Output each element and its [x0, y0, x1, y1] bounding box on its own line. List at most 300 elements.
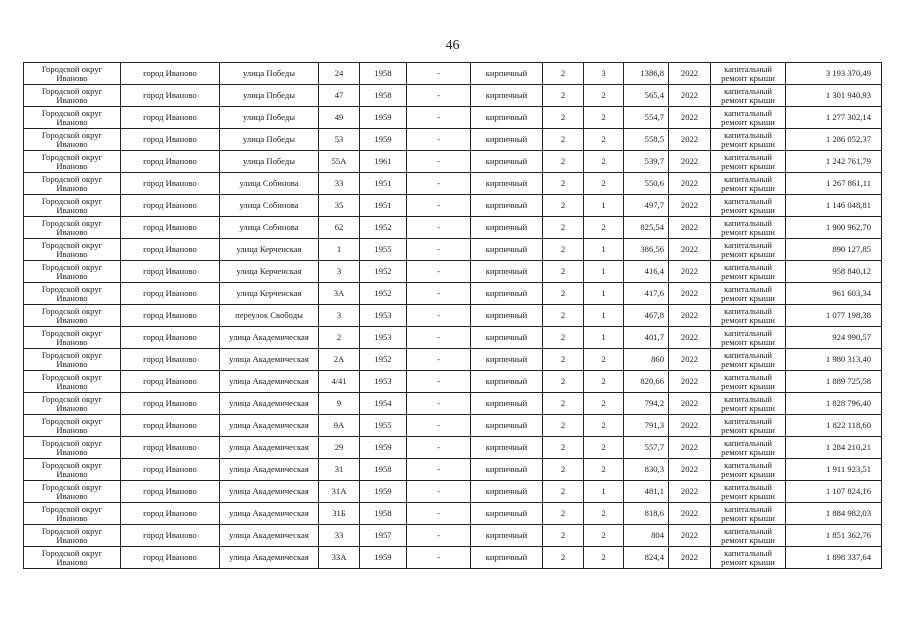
table-row [24, 415, 882, 437]
planned-year-cell: 2022 [669, 217, 711, 239]
municipality-cell: Городской округ Иваново [24, 283, 121, 305]
work-type-cell: капитальный ремонт крыши [711, 327, 786, 349]
street-cell: улица Академическая [220, 481, 319, 503]
settlement-cell: город Иваново [121, 261, 220, 283]
street-cell: улица Собинова [220, 217, 319, 239]
house-number-cell: 1 [319, 239, 360, 261]
floors-cell: 2 [543, 63, 584, 85]
street-cell: улица Победы [220, 151, 319, 173]
street-cell: улица Академическая [220, 525, 319, 547]
wall-material-cell: кирпичный [471, 283, 543, 305]
cost-cell: 958 840,12 [786, 261, 882, 283]
entrances-cell: 2 [584, 415, 624, 437]
work-type-cell: капитальный ремонт крыши [711, 173, 786, 195]
planned-year-cell: 2022 [669, 393, 711, 415]
work-type-cell: капитальный ремонт крыши [711, 217, 786, 239]
entrances-cell: 1 [584, 305, 624, 327]
municipality-cell: Городской округ Иваново [24, 85, 121, 107]
table-row [24, 173, 882, 195]
work-type-cell: капитальный ремонт крыши [711, 151, 786, 173]
entrances-cell: 2 [584, 525, 624, 547]
municipality-cell: Городской округ Иваново [24, 327, 121, 349]
cost-cell: 1 146 048,81 [786, 195, 882, 217]
settlement-cell: город Иваново [121, 349, 220, 371]
floors-cell: 2 [543, 129, 584, 151]
municipality-cell: Городской округ Иваново [24, 393, 121, 415]
renovation-year-cell: - [407, 107, 471, 129]
entrances-cell: 2 [584, 349, 624, 371]
table-row [24, 459, 882, 481]
cost-cell: 1 980 313,40 [786, 349, 882, 371]
area-cell: 794,2 [624, 393, 669, 415]
year-built-cell: 1958 [360, 503, 407, 525]
wall-material-cell: кирпичный [471, 151, 543, 173]
work-type-cell: капитальный ремонт крыши [711, 239, 786, 261]
area-cell: 818,6 [624, 503, 669, 525]
settlement-cell: город Иваново [121, 459, 220, 481]
floors-cell: 2 [543, 481, 584, 503]
planned-year-cell: 2022 [669, 107, 711, 129]
area-cell: 554,7 [624, 107, 669, 129]
house-number-cell: 3 [319, 261, 360, 283]
floors-cell: 2 [543, 217, 584, 239]
area-cell: 804 [624, 525, 669, 547]
table-row [24, 107, 882, 129]
wall-material-cell: кирпичный [471, 129, 543, 151]
year-built-cell: 1958 [360, 85, 407, 107]
year-built-cell: 1957 [360, 525, 407, 547]
cost-cell: 1 242 761,79 [786, 151, 882, 173]
planned-year-cell: 2022 [669, 239, 711, 261]
work-type-cell: капитальный ремонт крыши [711, 525, 786, 547]
work-type-cell: капитальный ремонт крыши [711, 371, 786, 393]
area-cell: 825,54 [624, 217, 669, 239]
work-type-cell: капитальный ремонт крыши [711, 547, 786, 569]
year-built-cell: 1959 [360, 107, 407, 129]
renovation-year-cell: - [407, 305, 471, 327]
street-cell: улица Академическая [220, 327, 319, 349]
planned-year-cell: 2022 [669, 349, 711, 371]
year-built-cell: 1952 [360, 217, 407, 239]
entrances-cell: 2 [584, 459, 624, 481]
work-type-cell: капитальный ремонт крыши [711, 63, 786, 85]
floors-cell: 2 [543, 305, 584, 327]
wall-material-cell: кирпичный [471, 459, 543, 481]
cost-cell: 1 884 982,03 [786, 503, 882, 525]
page-number: 46 [445, 38, 460, 53]
municipality-cell: Городской округ Иваново [24, 239, 121, 261]
house-number-cell: 2А [319, 349, 360, 371]
renovation-year-cell: - [407, 261, 471, 283]
cost-cell: 3 193 370,49 [786, 63, 882, 85]
area-cell: 791,3 [624, 415, 669, 437]
planned-year-cell: 2022 [669, 437, 711, 459]
settlement-cell: город Иваново [121, 415, 220, 437]
cost-cell: 1 889 725,58 [786, 371, 882, 393]
house-number-cell: 31 [319, 459, 360, 481]
wall-material-cell: кирпичный [471, 547, 543, 569]
renovation-year-cell: - [407, 217, 471, 239]
work-type-cell: капитальный ремонт крыши [711, 503, 786, 525]
floors-cell: 2 [543, 261, 584, 283]
planned-year-cell: 2022 [669, 371, 711, 393]
floors-cell: 2 [543, 525, 584, 547]
year-built-cell: 1953 [360, 327, 407, 349]
planned-year-cell: 2022 [669, 151, 711, 173]
house-number-cell: 31Б [319, 503, 360, 525]
table-row [24, 305, 882, 327]
table-row [24, 503, 882, 525]
settlement-cell: город Иваново [121, 63, 220, 85]
cost-cell: 1 851 362,76 [786, 525, 882, 547]
settlement-cell: город Иваново [121, 393, 220, 415]
entrances-cell: 2 [584, 129, 624, 151]
area-cell: 401,7 [624, 327, 669, 349]
wall-material-cell: кирпичный [471, 195, 543, 217]
house-number-cell: 3А [319, 283, 360, 305]
wall-material-cell: кирпичный [471, 239, 543, 261]
wall-material-cell: кирпичный [471, 393, 543, 415]
street-cell: улица Академическая [220, 547, 319, 569]
street-cell: улица Победы [220, 129, 319, 151]
planned-year-cell: 2022 [669, 63, 711, 85]
wall-material-cell: кирпичный [471, 481, 543, 503]
area-cell: 497,7 [624, 195, 669, 217]
work-type-cell: капитальный ремонт крыши [711, 349, 786, 371]
planned-year-cell: 2022 [669, 195, 711, 217]
work-type-cell: капитальный ремонт крыши [711, 107, 786, 129]
wall-material-cell: кирпичный [471, 525, 543, 547]
floors-cell: 2 [543, 547, 584, 569]
floors-cell: 2 [543, 393, 584, 415]
renovation-year-cell: - [407, 437, 471, 459]
work-type-cell: капитальный ремонт крыши [711, 283, 786, 305]
settlement-cell: город Иваново [121, 503, 220, 525]
house-number-cell: 47 [319, 85, 360, 107]
entrances-cell: 2 [584, 85, 624, 107]
area-cell: 565,4 [624, 85, 669, 107]
entrances-cell: 1 [584, 261, 624, 283]
floors-cell: 2 [543, 85, 584, 107]
floors-cell: 2 [543, 349, 584, 371]
cost-cell: 1 277 302,14 [786, 107, 882, 129]
entrances-cell: 2 [584, 107, 624, 129]
wall-material-cell: кирпичный [471, 305, 543, 327]
area-cell: 824,4 [624, 547, 669, 569]
planned-year-cell: 2022 [669, 283, 711, 305]
planned-year-cell: 2022 [669, 85, 711, 107]
cost-cell: 1 107 824,16 [786, 481, 882, 503]
cost-cell: 961 603,34 [786, 283, 882, 305]
floors-cell: 2 [543, 415, 584, 437]
settlement-cell: город Иваново [121, 327, 220, 349]
area-cell: 558,5 [624, 129, 669, 151]
wall-material-cell: кирпичный [471, 415, 543, 437]
floors-cell: 2 [543, 371, 584, 393]
table-row [24, 283, 882, 305]
work-type-cell: капитальный ремонт крыши [711, 305, 786, 327]
wall-material-cell: кирпичный [471, 503, 543, 525]
table-row [24, 393, 882, 415]
municipality-cell: Городской округ Иваново [24, 129, 121, 151]
municipality-cell: Городской округ Иваново [24, 547, 121, 569]
wall-material-cell: кирпичный [471, 173, 543, 195]
house-number-cell: 33А [319, 547, 360, 569]
house-number-cell: 2 [319, 327, 360, 349]
street-cell: переулок Свободы [220, 305, 319, 327]
area-cell: 467,8 [624, 305, 669, 327]
year-built-cell: 1951 [360, 195, 407, 217]
year-built-cell: 1958 [360, 63, 407, 85]
settlement-cell: город Иваново [121, 217, 220, 239]
street-cell: улица Академическая [220, 459, 319, 481]
entrances-cell: 2 [584, 503, 624, 525]
house-number-cell: 49 [319, 107, 360, 129]
street-cell: улица Собинова [220, 173, 319, 195]
year-built-cell: 1959 [360, 437, 407, 459]
area-cell: 860 [624, 349, 669, 371]
renovation-year-cell: - [407, 151, 471, 173]
settlement-cell: город Иваново [121, 151, 220, 173]
municipality-cell: Городской округ Иваново [24, 525, 121, 547]
street-cell: улица Керченская [220, 261, 319, 283]
street-cell: улица Победы [220, 63, 319, 85]
wall-material-cell: кирпичный [471, 107, 543, 129]
wall-material-cell: кирпичный [471, 63, 543, 85]
house-number-cell: 31А [319, 481, 360, 503]
renovation-year-cell: - [407, 327, 471, 349]
street-cell: улица Академическая [220, 415, 319, 437]
year-built-cell: 1953 [360, 305, 407, 327]
table-row [24, 195, 882, 217]
planned-year-cell: 2022 [669, 305, 711, 327]
municipality-cell: Городской округ Иваново [24, 305, 121, 327]
street-cell: улица Победы [220, 85, 319, 107]
street-cell: улица Победы [220, 107, 319, 129]
floors-cell: 2 [543, 107, 584, 129]
cost-cell: 1 822 118,60 [786, 415, 882, 437]
house-number-cell: 53 [319, 129, 360, 151]
street-cell: улица Академическая [220, 437, 319, 459]
work-type-cell: капитальный ремонт крыши [711, 129, 786, 151]
table-row [24, 371, 882, 393]
work-type-cell: капитальный ремонт крыши [711, 393, 786, 415]
year-built-cell: 1958 [360, 459, 407, 481]
planned-year-cell: 2022 [669, 129, 711, 151]
cost-cell: 1 900 962,70 [786, 217, 882, 239]
entrances-cell: 1 [584, 239, 624, 261]
municipality-cell: Городской округ Иваново [24, 173, 121, 195]
entrances-cell: 1 [584, 481, 624, 503]
renovation-year-cell: - [407, 349, 471, 371]
work-type-cell: капитальный ремонт крыши [711, 85, 786, 107]
table-row [24, 525, 882, 547]
house-number-cell: 33 [319, 173, 360, 195]
work-type-cell: капитальный ремонт крыши [711, 195, 786, 217]
settlement-cell: город Иваново [121, 129, 220, 151]
entrances-cell: 1 [584, 327, 624, 349]
table-row [24, 349, 882, 371]
work-type-cell: капитальный ремонт крыши [711, 437, 786, 459]
entrances-cell: 1 [584, 283, 624, 305]
settlement-cell: город Иваново [121, 239, 220, 261]
cost-cell: 924 990,57 [786, 327, 882, 349]
renovation-year-cell: - [407, 525, 471, 547]
floors-cell: 2 [543, 503, 584, 525]
table-body [24, 63, 882, 569]
street-cell: улица Академическая [220, 503, 319, 525]
settlement-cell: город Иваново [121, 481, 220, 503]
municipality-cell: Городской округ Иваново [24, 151, 121, 173]
cost-cell: 1 077 198,38 [786, 305, 882, 327]
floors-cell: 2 [543, 437, 584, 459]
cost-cell: 1 284 210,21 [786, 437, 882, 459]
area-cell: 417,6 [624, 283, 669, 305]
area-cell: 820,66 [624, 371, 669, 393]
wall-material-cell: кирпичный [471, 437, 543, 459]
cost-cell: 890 127,85 [786, 239, 882, 261]
renovation-year-cell: - [407, 459, 471, 481]
planned-year-cell: 2022 [669, 327, 711, 349]
settlement-cell: город Иваново [121, 107, 220, 129]
entrances-cell: 2 [584, 217, 624, 239]
municipality-cell: Городской округ Иваново [24, 349, 121, 371]
municipality-cell: Городской округ Иваново [24, 503, 121, 525]
house-number-cell: 33 [319, 525, 360, 547]
year-built-cell: 1959 [360, 547, 407, 569]
planned-year-cell: 2022 [669, 415, 711, 437]
area-cell: 416,4 [624, 261, 669, 283]
floors-cell: 2 [543, 151, 584, 173]
planned-year-cell: 2022 [669, 459, 711, 481]
area-cell: 557,7 [624, 437, 669, 459]
planned-year-cell: 2022 [669, 173, 711, 195]
entrances-cell: 2 [584, 151, 624, 173]
table-row [24, 261, 882, 283]
year-built-cell: 1954 [360, 393, 407, 415]
floors-cell: 2 [543, 283, 584, 305]
planned-year-cell: 2022 [669, 503, 711, 525]
table-row [24, 239, 882, 261]
floors-cell: 2 [543, 173, 584, 195]
cost-cell: 1 828 796,40 [786, 393, 882, 415]
planned-year-cell: 2022 [669, 525, 711, 547]
table-row [24, 85, 882, 107]
renovation-year-cell: - [407, 239, 471, 261]
area-cell: 550,6 [624, 173, 669, 195]
municipality-cell: Городской округ Иваново [24, 107, 121, 129]
cost-cell: 1 267 861,11 [786, 173, 882, 195]
renovation-year-cell: - [407, 173, 471, 195]
house-number-cell: 35 [319, 195, 360, 217]
settlement-cell: город Иваново [121, 525, 220, 547]
street-cell: улица Академическая [220, 371, 319, 393]
floors-cell: 2 [543, 239, 584, 261]
planned-year-cell: 2022 [669, 547, 711, 569]
house-number-cell: 9 [319, 393, 360, 415]
work-type-cell: капитальный ремонт крыши [711, 415, 786, 437]
cost-cell: 1 301 940,93 [786, 85, 882, 107]
municipality-cell: Городской округ Иваново [24, 437, 121, 459]
renovation-year-cell: - [407, 195, 471, 217]
entrances-cell: 3 [584, 63, 624, 85]
housing-registry-table [23, 62, 882, 569]
year-built-cell: 1952 [360, 283, 407, 305]
settlement-cell: город Иваново [121, 283, 220, 305]
house-number-cell: 24 [319, 63, 360, 85]
table-row [24, 547, 882, 569]
municipality-cell: Городской округ Иваново [24, 371, 121, 393]
cost-cell: 1 286 052,37 [786, 129, 882, 151]
settlement-cell: город Иваново [121, 173, 220, 195]
year-built-cell: 1961 [360, 151, 407, 173]
area-cell: 539,7 [624, 151, 669, 173]
cost-cell: 1 898 337,64 [786, 547, 882, 569]
entrances-cell: 2 [584, 547, 624, 569]
entrances-cell: 1 [584, 195, 624, 217]
house-number-cell: 3 [319, 305, 360, 327]
house-number-cell: 29 [319, 437, 360, 459]
wall-material-cell: кирпичный [471, 349, 543, 371]
house-number-cell: 55А [319, 151, 360, 173]
work-type-cell: капитальный ремонт крыши [711, 261, 786, 283]
table-row [24, 327, 882, 349]
work-type-cell: капитальный ремонт крыши [711, 459, 786, 481]
planned-year-cell: 2022 [669, 261, 711, 283]
renovation-year-cell: - [407, 547, 471, 569]
table-row [24, 437, 882, 459]
street-cell: улица Керченская [220, 283, 319, 305]
house-number-cell: 62 [319, 217, 360, 239]
wall-material-cell: кирпичный [471, 371, 543, 393]
entrances-cell: 2 [584, 393, 624, 415]
renovation-year-cell: - [407, 371, 471, 393]
year-built-cell: 1955 [360, 239, 407, 261]
entrances-cell: 2 [584, 437, 624, 459]
settlement-cell: город Иваново [121, 85, 220, 107]
renovation-year-cell: - [407, 63, 471, 85]
year-built-cell: 1952 [360, 349, 407, 371]
year-built-cell: 1953 [360, 371, 407, 393]
floors-cell: 2 [543, 459, 584, 481]
area-cell: 830,3 [624, 459, 669, 481]
street-cell: улица Академическая [220, 393, 319, 415]
street-cell: улица Академическая [220, 349, 319, 371]
entrances-cell: 2 [584, 173, 624, 195]
year-built-cell: 1959 [360, 129, 407, 151]
settlement-cell: город Иваново [121, 195, 220, 217]
renovation-year-cell: - [407, 85, 471, 107]
table-row [24, 63, 882, 85]
wall-material-cell: кирпичный [471, 217, 543, 239]
area-cell: 481,1 [624, 481, 669, 503]
floors-cell: 2 [543, 327, 584, 349]
municipality-cell: Городской округ Иваново [24, 415, 121, 437]
house-number-cell: 9А [319, 415, 360, 437]
municipality-cell: Городской округ Иваново [24, 63, 121, 85]
renovation-year-cell: - [407, 503, 471, 525]
wall-material-cell: кирпичный [471, 327, 543, 349]
year-built-cell: 1955 [360, 415, 407, 437]
work-type-cell: капитальный ремонт крыши [711, 481, 786, 503]
municipality-cell: Городской округ Иваново [24, 195, 121, 217]
municipality-cell: Городской округ Иваново [24, 217, 121, 239]
house-number-cell: 4/41 [319, 371, 360, 393]
table-row [24, 481, 882, 503]
year-built-cell: 1959 [360, 481, 407, 503]
entrances-cell: 2 [584, 371, 624, 393]
planned-year-cell: 2022 [669, 481, 711, 503]
